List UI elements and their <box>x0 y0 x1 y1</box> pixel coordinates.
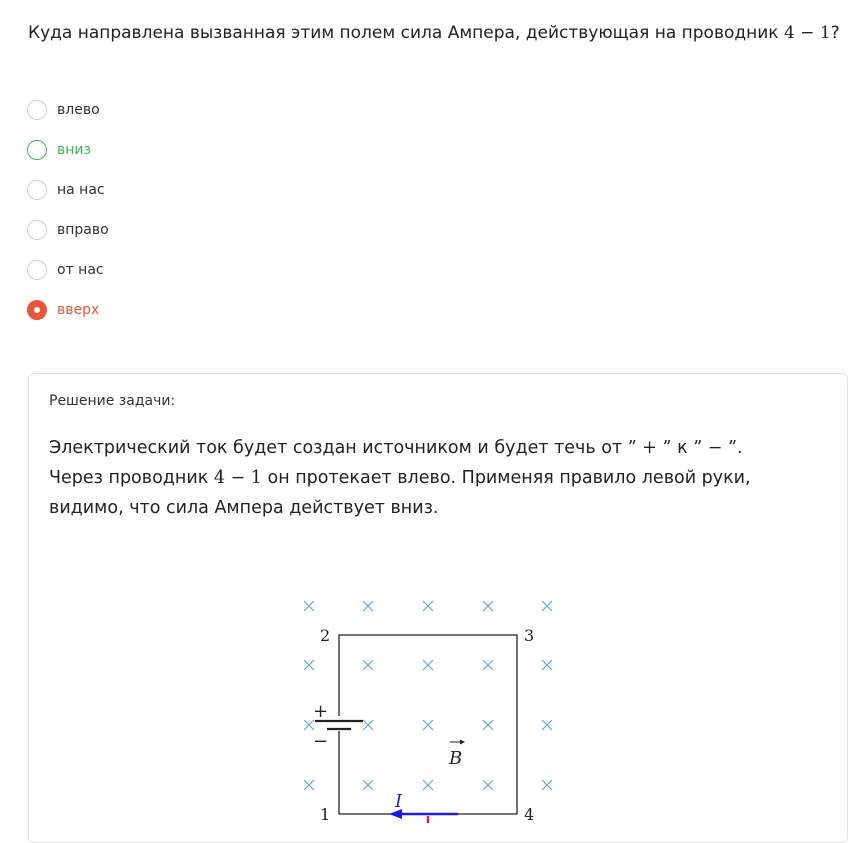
field-cross-mark <box>363 720 373 730</box>
svg-text:B: B <box>449 748 463 769</box>
option-label: вправо <box>57 222 109 238</box>
field-cross-mark <box>423 780 433 790</box>
option-label: на нас <box>57 182 105 198</box>
current-label: I <box>395 791 403 812</box>
field-cross-mark <box>363 780 373 790</box>
field-cross-mark <box>483 720 493 730</box>
corner-label-2: 2 <box>320 626 331 645</box>
field-cross-mark <box>423 660 433 670</box>
field-cross-mark <box>483 780 493 790</box>
question-formula: 4 − 1 <box>783 23 831 43</box>
battery-minus-label: − <box>313 731 329 752</box>
field-cross-mark <box>363 660 373 670</box>
option-label: влево <box>57 102 100 118</box>
corner-label-4: 4 <box>524 805 535 824</box>
field-cross-mark <box>423 601 433 611</box>
field-cross-mark <box>483 660 493 670</box>
field-cross-mark <box>542 780 552 790</box>
field-cross-mark <box>304 660 314 670</box>
corner-label-1: 1 <box>320 805 331 824</box>
solution-text: Электрический ток будет создан источником и будет течь от ” + ” к ” − ”. Через проводник 4 − 1 он протекает влево. Применяя правило левой руки, видимо, что сила Ампера действует вниз. <box>49 438 751 518</box>
question-text: Куда направлена вызванная этим полем сила Ампера, действующая на проводник 4 − 1? <box>28 23 840 43</box>
battery-plus-label: + <box>313 701 329 722</box>
option-label: вверх <box>57 302 100 318</box>
corner-label-3: 3 <box>524 626 535 645</box>
solution-title: Решение задачи: <box>49 393 176 409</box>
magnetic-field-crosses <box>304 601 552 790</box>
field-cross-mark <box>542 601 552 611</box>
option-label: вниз <box>57 142 91 158</box>
option-label: от нас <box>57 262 104 278</box>
field-cross-mark <box>542 720 552 730</box>
field-cross-mark <box>363 601 373 611</box>
field-cross-mark <box>483 601 493 611</box>
field-vector-label <box>448 740 465 770</box>
field-cross-mark <box>304 601 314 611</box>
field-cross-mark <box>542 660 552 670</box>
field-cross-mark <box>423 720 433 730</box>
field-cross-mark <box>304 780 314 790</box>
